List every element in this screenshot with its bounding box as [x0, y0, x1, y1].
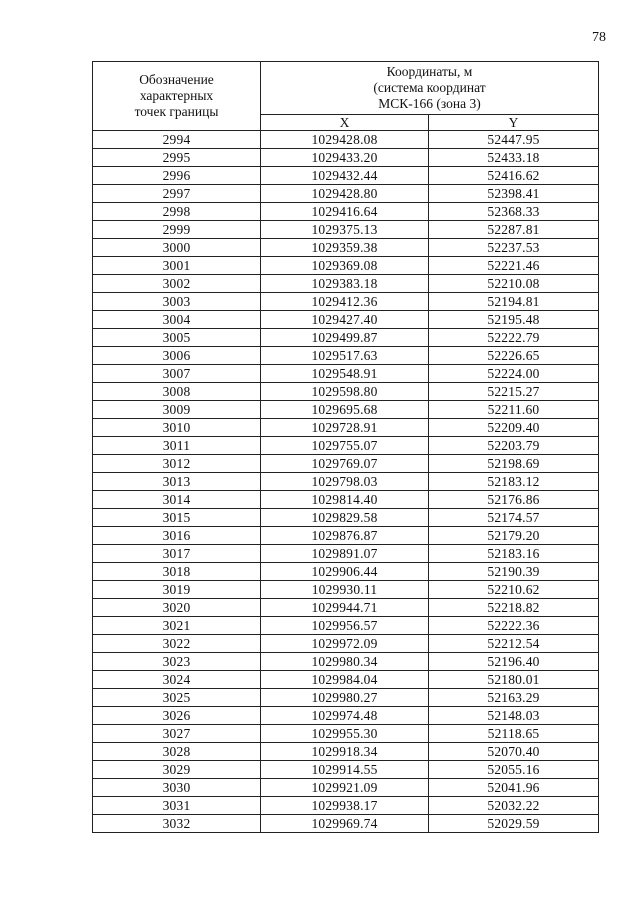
y-coordinate-cell: 52222.79 [429, 329, 599, 347]
table-row [93, 761, 599, 779]
point-header-line: точек границы [134, 104, 219, 119]
table-row [93, 203, 599, 221]
point-id-cell: 3008 [93, 383, 261, 401]
point-id-cell: 3018 [93, 563, 261, 581]
point-id-cell: 2997 [93, 185, 261, 203]
y-coordinate-cell: 52433.18 [429, 149, 599, 167]
y-coordinate-cell: 52209.40 [429, 419, 599, 437]
x-coordinate-cell: 1029814.40 [261, 491, 429, 509]
y-coordinate-cell: 52447.95 [429, 131, 599, 149]
point-id-cell: 3025 [93, 689, 261, 707]
x-coordinate-cell: 1029921.09 [261, 779, 429, 797]
table-header-row [93, 62, 599, 115]
y-coordinate-cell: 52183.12 [429, 473, 599, 491]
y-coordinate-cell: 52222.36 [429, 617, 599, 635]
x-coordinate-cell: 1029433.20 [261, 149, 429, 167]
table-row [93, 599, 599, 617]
point-id-cell: 3027 [93, 725, 261, 743]
x-coordinate-cell: 1029548.91 [261, 365, 429, 383]
table-row [93, 527, 599, 545]
page-number: 78 [592, 30, 606, 45]
y-coordinate-cell: 52180.01 [429, 671, 599, 689]
point-id-cell: 3029 [93, 761, 261, 779]
table-row [93, 437, 599, 455]
point-id-cell: 3005 [93, 329, 261, 347]
y-coordinate-cell: 52218.82 [429, 599, 599, 617]
coordinates-header [261, 62, 599, 115]
coords-header-line: (система координат [373, 80, 486, 95]
table-row [93, 635, 599, 653]
y-coordinate-cell: 52195.48 [429, 311, 599, 329]
coords-header-line: Координаты, м [386, 64, 473, 79]
table-row [93, 221, 599, 239]
y-coordinate-cell: 52194.81 [429, 293, 599, 311]
x-coordinate-cell: 1029383.18 [261, 275, 429, 293]
y-coordinate-cell: 52196.40 [429, 653, 599, 671]
x-coordinate-cell: 1029930.11 [261, 581, 429, 599]
point-id-cell: 3024 [93, 671, 261, 689]
y-coordinate-cell: 52183.16 [429, 545, 599, 563]
x-coordinate-cell: 1029938.17 [261, 797, 429, 815]
table-row [93, 293, 599, 311]
y-coordinate-cell: 52287.81 [429, 221, 599, 239]
x-coordinate-cell: 1029412.36 [261, 293, 429, 311]
point-id-cell: 3011 [93, 437, 261, 455]
point-header-line: Обозначение [139, 72, 214, 87]
y-coordinate-cell: 52398.41 [429, 185, 599, 203]
point-id-cell: 3013 [93, 473, 261, 491]
x-coordinate-cell: 1029876.87 [261, 527, 429, 545]
point-id-cell: 3030 [93, 779, 261, 797]
table-row [93, 347, 599, 365]
x-coordinate-cell: 1029918.34 [261, 743, 429, 761]
table-row [93, 509, 599, 527]
y-coordinate-cell: 52226.65 [429, 347, 599, 365]
table-row [93, 563, 599, 581]
x-coordinate-cell: 1029974.48 [261, 707, 429, 725]
point-id-cell: 3012 [93, 455, 261, 473]
coordinates-table [92, 61, 599, 833]
y-coordinate-cell: 52118.65 [429, 725, 599, 743]
y-coordinate-cell: 52176.86 [429, 491, 599, 509]
table-row [93, 185, 599, 203]
x-coordinate-cell: 1029906.44 [261, 563, 429, 581]
table-row [93, 653, 599, 671]
x-coordinate-cell: 1029359.38 [261, 239, 429, 257]
y-coordinate-cell: 52070.40 [429, 743, 599, 761]
point-designation-header [93, 62, 261, 131]
point-id-cell: 3023 [93, 653, 261, 671]
point-id-cell: 3031 [93, 797, 261, 815]
y-coordinate-cell: 52212.54 [429, 635, 599, 653]
coords-header-line: МСК-166 (зона 3) [378, 96, 481, 111]
y-coordinate-cell: 52029.59 [429, 815, 599, 833]
table-row [93, 743, 599, 761]
x-column-header: X [261, 115, 429, 131]
table-body [93, 131, 599, 833]
table-row [93, 275, 599, 293]
table-row [93, 617, 599, 635]
table-row [93, 707, 599, 725]
table-row [93, 401, 599, 419]
x-coordinate-cell: 1029980.34 [261, 653, 429, 671]
x-coordinate-cell: 1029891.07 [261, 545, 429, 563]
point-id-cell: 3006 [93, 347, 261, 365]
x-coordinate-cell: 1029755.07 [261, 437, 429, 455]
x-coordinate-cell: 1029428.80 [261, 185, 429, 203]
x-coordinate-cell: 1029428.08 [261, 131, 429, 149]
x-coordinate-cell: 1029598.80 [261, 383, 429, 401]
y-coordinate-cell: 52041.96 [429, 779, 599, 797]
x-coordinate-cell: 1029944.71 [261, 599, 429, 617]
table-row [93, 131, 599, 149]
x-coordinate-cell: 1029980.27 [261, 689, 429, 707]
x-coordinate-cell: 1029829.58 [261, 509, 429, 527]
table-row [93, 491, 599, 509]
x-coordinate-cell: 1029969.74 [261, 815, 429, 833]
x-coordinate-cell: 1029432.44 [261, 167, 429, 185]
y-coordinate-cell: 52224.00 [429, 365, 599, 383]
x-coordinate-cell: 1029375.13 [261, 221, 429, 239]
point-id-cell: 3010 [93, 419, 261, 437]
x-coordinate-cell: 1029769.07 [261, 455, 429, 473]
point-header-line: характерных [139, 88, 214, 103]
point-id-cell: 2999 [93, 221, 261, 239]
table-row [93, 581, 599, 599]
y-coordinate-cell: 52237.53 [429, 239, 599, 257]
point-id-cell: 3017 [93, 545, 261, 563]
table-row [93, 383, 599, 401]
y-coordinate-cell: 52210.62 [429, 581, 599, 599]
point-id-cell: 3022 [93, 635, 261, 653]
table-row [93, 473, 599, 491]
point-id-cell: 2995 [93, 149, 261, 167]
table-row [93, 167, 599, 185]
y-coordinate-cell: 52163.29 [429, 689, 599, 707]
x-coordinate-cell: 1029695.68 [261, 401, 429, 419]
point-id-cell: 3004 [93, 311, 261, 329]
x-coordinate-cell: 1029972.09 [261, 635, 429, 653]
x-coordinate-cell: 1029369.08 [261, 257, 429, 275]
y-column-header: Y [429, 115, 599, 131]
y-coordinate-cell: 52032.22 [429, 797, 599, 815]
table-row [93, 725, 599, 743]
table-row [93, 239, 599, 257]
y-coordinate-cell: 52174.57 [429, 509, 599, 527]
point-id-cell: 3019 [93, 581, 261, 599]
y-coordinate-cell: 52055.16 [429, 761, 599, 779]
y-coordinate-cell: 52198.69 [429, 455, 599, 473]
x-coordinate-cell: 1029728.91 [261, 419, 429, 437]
y-coordinate-cell: 52190.39 [429, 563, 599, 581]
table-row [93, 257, 599, 275]
x-coordinate-cell: 1029955.30 [261, 725, 429, 743]
table-row [93, 149, 599, 167]
point-id-cell: 3015 [93, 509, 261, 527]
table-row [93, 545, 599, 563]
point-id-cell: 3014 [93, 491, 261, 509]
point-id-cell: 3021 [93, 617, 261, 635]
point-id-cell: 3002 [93, 275, 261, 293]
table-row [93, 815, 599, 833]
table-row [93, 671, 599, 689]
point-id-cell: 3009 [93, 401, 261, 419]
point-id-cell: 2998 [93, 203, 261, 221]
point-id-cell: 3028 [93, 743, 261, 761]
point-id-cell: 3032 [93, 815, 261, 833]
table-row [93, 455, 599, 473]
y-coordinate-cell: 52179.20 [429, 527, 599, 545]
y-coordinate-cell: 52221.46 [429, 257, 599, 275]
x-coordinate-cell: 1029427.40 [261, 311, 429, 329]
table-row [93, 311, 599, 329]
table-row [93, 779, 599, 797]
point-id-cell: 3000 [93, 239, 261, 257]
table-row [93, 797, 599, 815]
y-coordinate-cell: 52210.08 [429, 275, 599, 293]
table-row [93, 329, 599, 347]
y-coordinate-cell: 52215.27 [429, 383, 599, 401]
x-coordinate-cell: 1029499.87 [261, 329, 429, 347]
table-row [93, 419, 599, 437]
point-id-cell: 3020 [93, 599, 261, 617]
y-coordinate-cell: 52368.33 [429, 203, 599, 221]
table-row [93, 365, 599, 383]
point-id-cell: 3007 [93, 365, 261, 383]
x-coordinate-cell: 1029517.63 [261, 347, 429, 365]
point-id-cell: 2996 [93, 167, 261, 185]
point-id-cell: 3026 [93, 707, 261, 725]
y-coordinate-cell: 52148.03 [429, 707, 599, 725]
x-coordinate-cell: 1029798.03 [261, 473, 429, 491]
point-id-cell: 3001 [93, 257, 261, 275]
y-coordinate-cell: 52416.62 [429, 167, 599, 185]
point-id-cell: 3003 [93, 293, 261, 311]
y-coordinate-cell: 52203.79 [429, 437, 599, 455]
x-coordinate-cell: 1029956.57 [261, 617, 429, 635]
x-coordinate-cell: 1029416.64 [261, 203, 429, 221]
x-coordinate-cell: 1029984.04 [261, 671, 429, 689]
point-id-cell: 3016 [93, 527, 261, 545]
y-coordinate-cell: 52211.60 [429, 401, 599, 419]
x-coordinate-cell: 1029914.55 [261, 761, 429, 779]
point-id-cell: 2994 [93, 131, 261, 149]
table-row [93, 689, 599, 707]
